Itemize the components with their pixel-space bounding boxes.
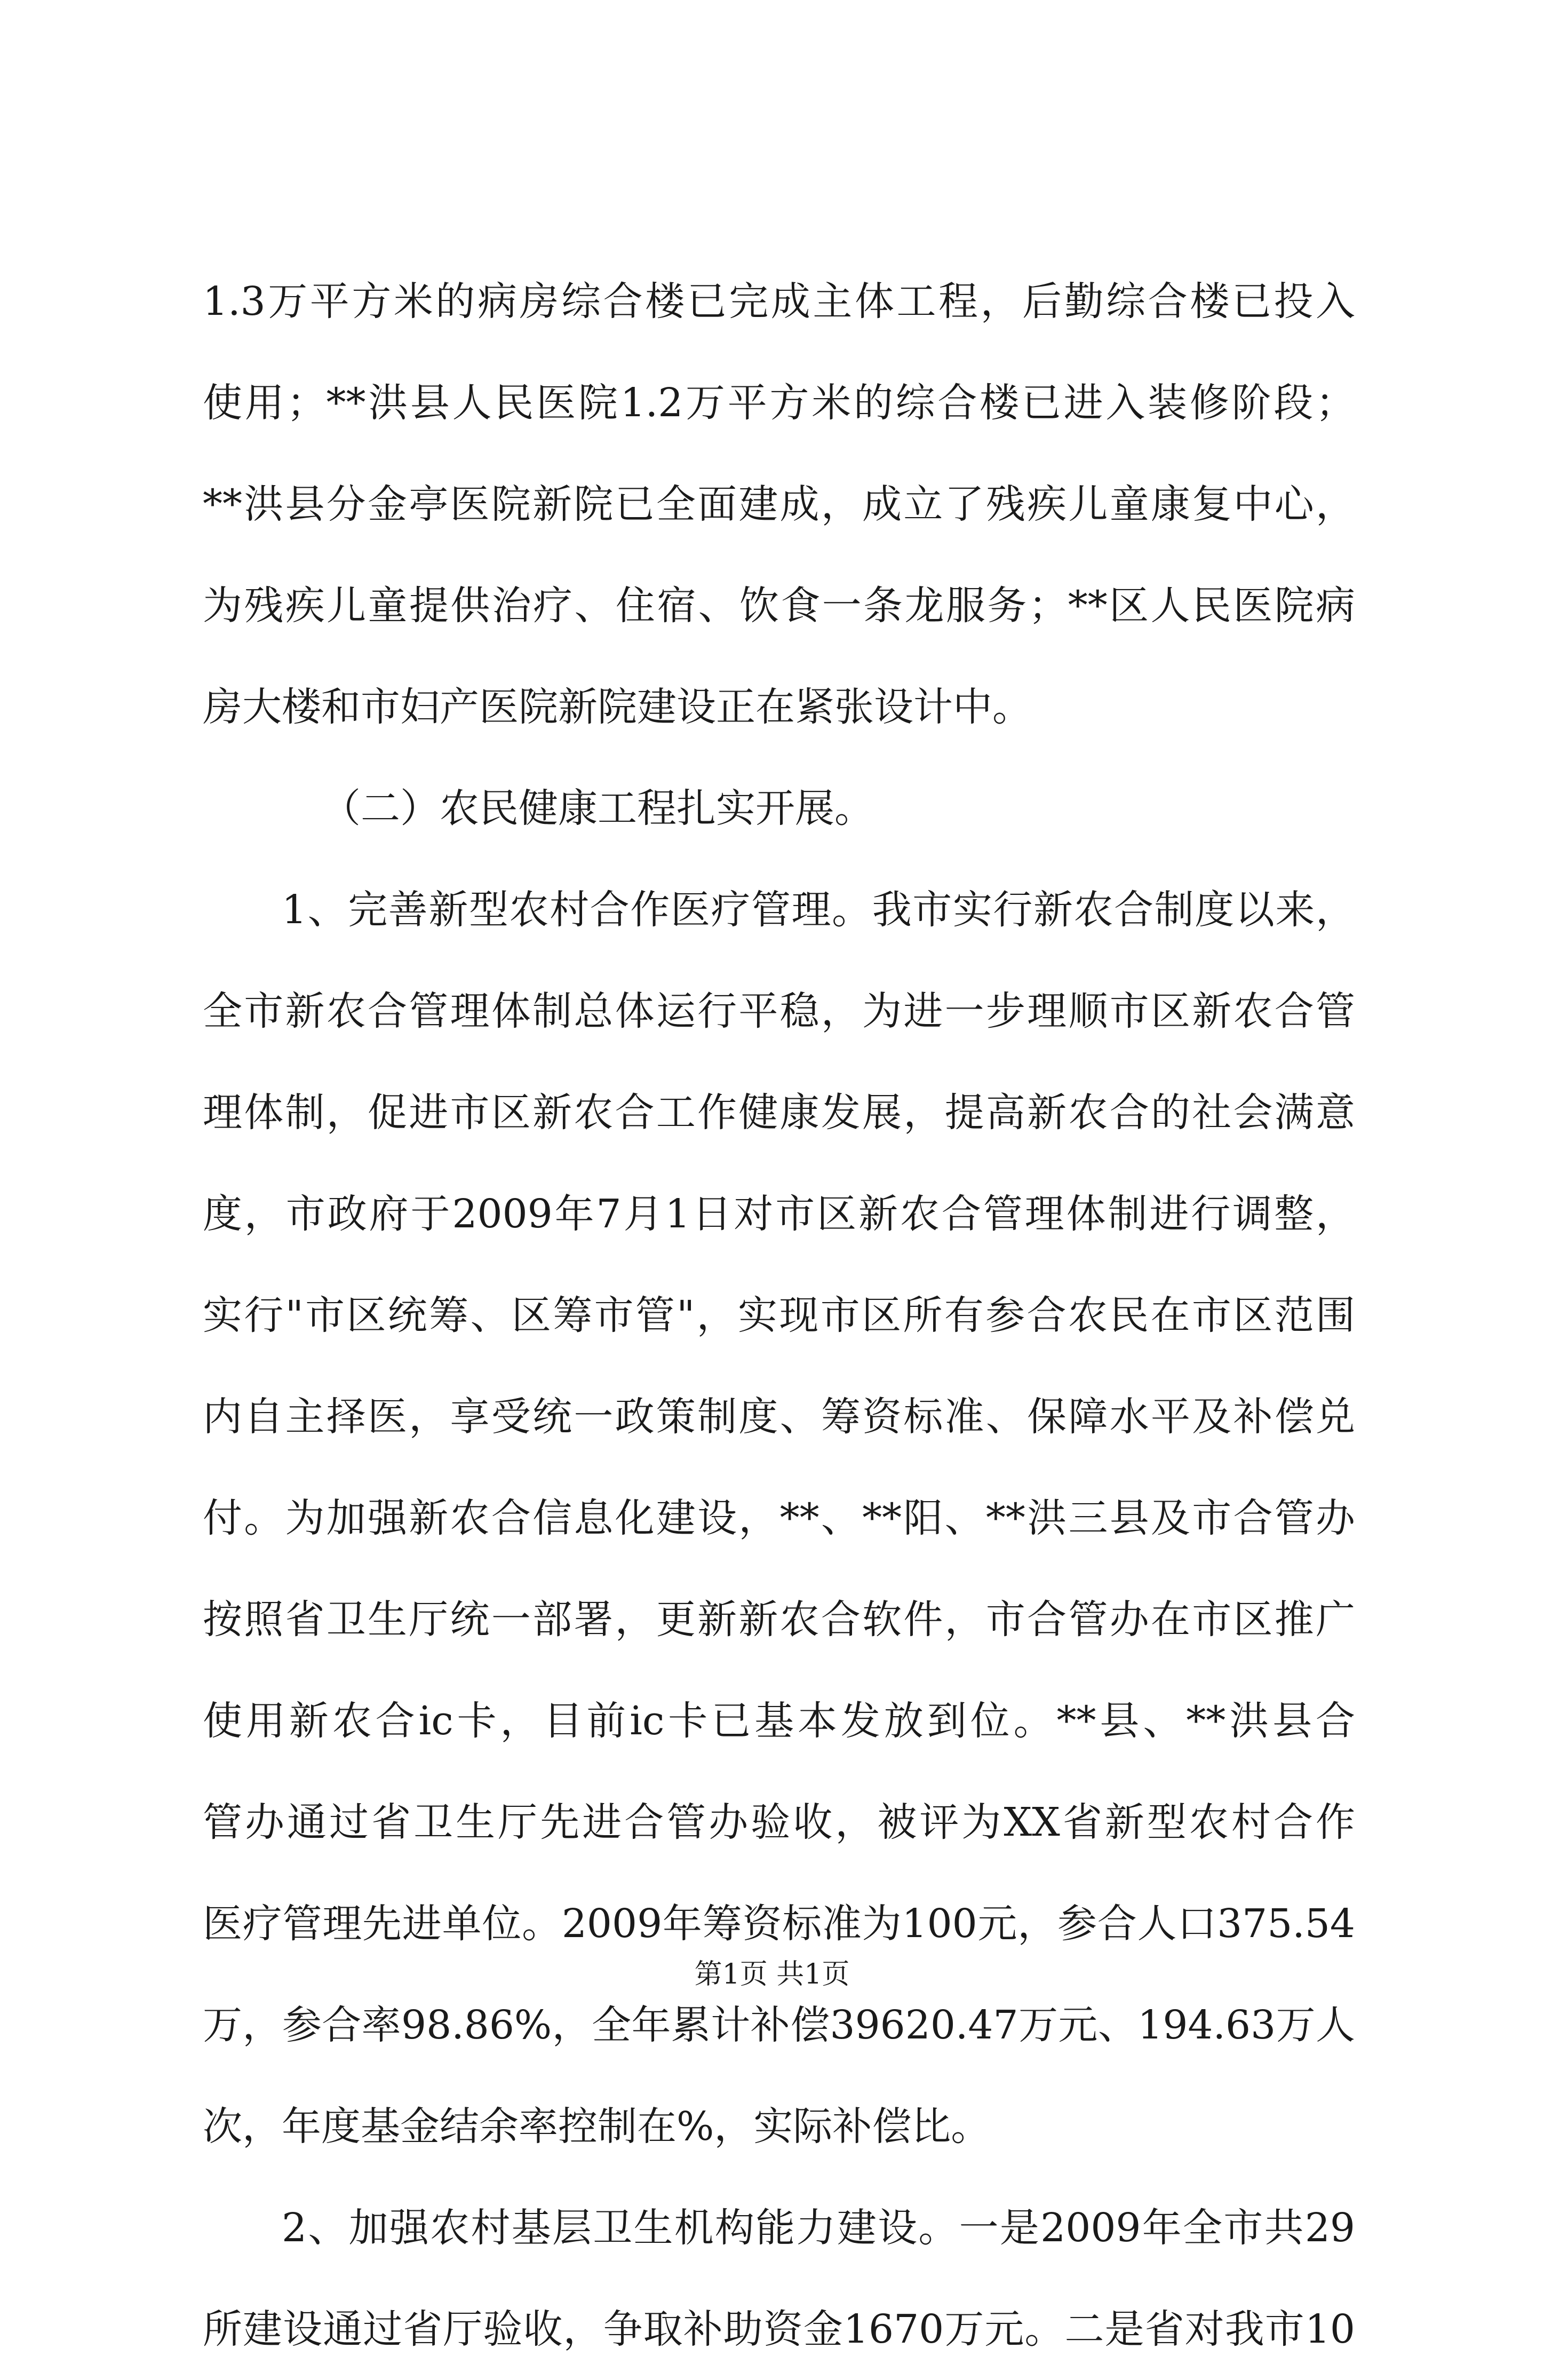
text-line: 付。为加强新农合信息化建设，**、**阳、**洪三县及市合管办 bbox=[203, 1495, 1355, 1541]
text-line: 2、加强农村基层卫生机构能力建设。一是2009年全市共29 bbox=[282, 2205, 1355, 2251]
text-line: 管办通过省卫生厅先进合管办验收，被评为XX省新型农村合作 bbox=[203, 1799, 1355, 1845]
text-line: 使用新农合ic卡，目前ic卡已基本发放到位。**县、**洪县合 bbox=[203, 1698, 1355, 1744]
page-footer: 第1页 共1页 bbox=[694, 1958, 850, 1990]
text-line: **洪县分金亭医院新院已全面建成，成立了残疾儿童康复中心， bbox=[203, 481, 1355, 527]
text-line: 理体制，促进市区新农合工作健康发展，提高新农合的社会满意 bbox=[203, 1090, 1355, 1136]
text-line: 按照省卫生厅统一部署，更新新农合软件，市合管办在市区推广 bbox=[203, 1597, 1355, 1643]
text-line: 实行"市区统筹、区筹市管"，实现市区所有参合农民在市区范围 bbox=[203, 1292, 1355, 1338]
text-line: 度，市政府于2009年7月1日对市区新农合管理体制进行调整， bbox=[203, 1191, 1355, 1237]
text-line: 房大楼和市妇产医院新院建设正在紧张设计中。 bbox=[203, 684, 1032, 730]
text-line: 所建设通过省厅验收，争取补助资金1670万元。二是省对我市10 bbox=[203, 2306, 1355, 2352]
text-line: 次，年度基金结余率控制在%，实际补偿比。 bbox=[203, 2104, 991, 2149]
text-line: 医疗管理先进单位。2009年筹资标准为100元，参合人口375.54 bbox=[203, 1901, 1355, 1947]
text-line: 万，参合率98.86%，全年累计补偿39620.47万元、194.63万人 bbox=[203, 2002, 1355, 2048]
text-line: 内自主择医，享受统一政策制度、筹资标准、保障水平及补偿兑 bbox=[203, 1394, 1355, 1440]
document-body bbox=[203, 251, 1355, 2380]
text-line: 1、完善新型农村合作医疗管理。我市实行新农合制度以来， bbox=[282, 887, 1355, 933]
section-heading: （二）农民健康工程扎实开展。 bbox=[321, 786, 874, 831]
text-line: 使用；**洪县人民医院1.2万平方米的综合楼已进入装修阶段； bbox=[203, 380, 1355, 426]
text-line: 1.3万平方米的病房综合楼已完成主体工程，后勤综合楼已投入 bbox=[203, 279, 1355, 324]
text-line: 为残疾儿童提供治疗、住宿、饮食一条龙服务；**区人民医院病 bbox=[203, 583, 1355, 629]
text-line: 全市新农合管理体制总体运行平稳，为进一步理顺市区新农合管 bbox=[203, 988, 1355, 1034]
